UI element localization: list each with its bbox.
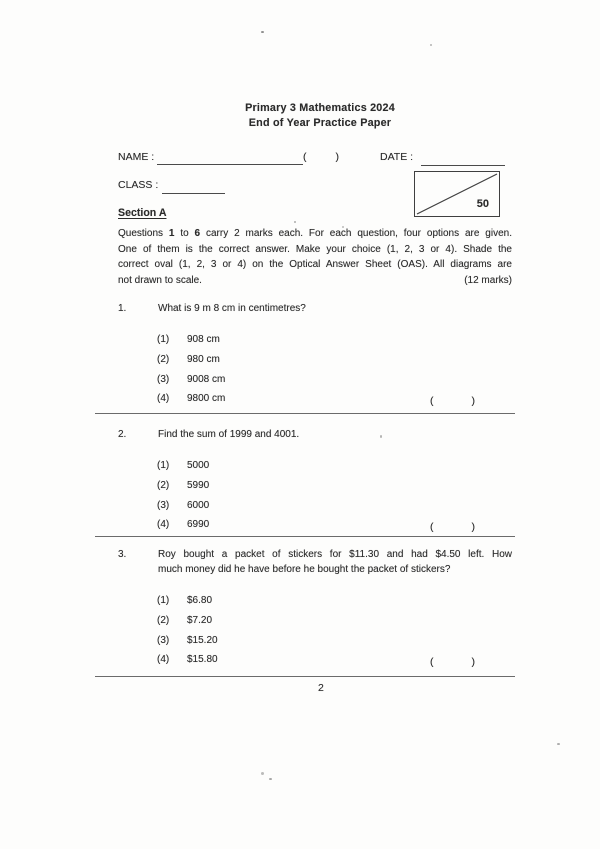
- scan-speck: [430, 44, 432, 46]
- register-number-brackets: [303, 151, 339, 163]
- date-blank-line: [421, 152, 505, 166]
- name-label: NAME :: [118, 151, 155, 163]
- option-row: (4) 6990: [157, 519, 210, 531]
- scan-speck: [294, 221, 296, 223]
- answer-bracket: ( ): [430, 395, 475, 408]
- question-1-number: 1.: [118, 303, 127, 314]
- title-line-2: End of Year Practice Paper: [248, 116, 392, 129]
- score-box: [414, 171, 500, 217]
- instruction-line-2: One of them is the correct answer. Make your choice (1, 2, 3 or 4). Shade the: [118, 243, 512, 255]
- answer-bracket: ( ): [430, 656, 475, 669]
- question-2: [0, 427, 600, 537]
- option-row: (1) 5000: [157, 460, 210, 471]
- option-row: (1) 908 cm: [157, 334, 220, 345]
- option-row: (4) $15.80: [157, 654, 218, 666]
- option-row: (3) $15.20: [157, 634, 218, 646]
- question-1-options: [157, 332, 512, 411]
- paren-open: (: [303, 151, 307, 163]
- question-divider: [95, 536, 515, 537]
- option-row: (2) 5990: [157, 479, 210, 491]
- score-total: 50: [476, 198, 489, 210]
- option-row: (4) 9800 cm: [157, 393, 226, 405]
- option-row: (2) $7.20: [157, 614, 213, 626]
- scan-speck: [261, 772, 264, 775]
- instruction-line-1: Questions 1 to 6 carry 2 marks each. For each question, four options are given.: [118, 228, 512, 239]
- scan-speck: [269, 778, 272, 780]
- question-3-number: 3.: [118, 549, 127, 560]
- question-1-text: What is 9 m 8 cm in centimetres?: [158, 303, 306, 314]
- question-1: [0, 301, 600, 411]
- instruction-line-3: correct oval (1, 2, 3 or 4) on the Optical Answer Sheet (OAS). All diagrams are: [118, 259, 512, 270]
- option-row: (3) 9008 cm: [157, 373, 226, 385]
- section-a-instructions: [118, 226, 512, 288]
- instruction-line-4: not drawn to scale. (12 marks): [118, 273, 512, 289]
- answer-bracket: ( ): [430, 521, 475, 534]
- page-title: [40, 101, 600, 130]
- question-2-number: 2.: [118, 429, 127, 440]
- option-row: (3) 6000: [157, 499, 210, 511]
- option-row: (2) 980 cm: [157, 353, 220, 365]
- name-blank-line: [157, 151, 303, 165]
- date-label: DATE :: [380, 151, 414, 163]
- question-3: [0, 547, 600, 672]
- scan-speck: [261, 31, 264, 33]
- question-3-options: [157, 593, 512, 672]
- question-3-text: Roy bought a packet of stickers for $11.30 and had $4.50 left. How much money did he have before he bought the packet of stickers?: [158, 549, 512, 575]
- section-a-heading: Section A: [118, 207, 167, 219]
- class-label: CLASS :: [118, 179, 159, 191]
- question-2-text: Find the sum of 1999 and 4001.: [158, 429, 300, 440]
- section-marks-label: (12 marks): [464, 274, 512, 286]
- scan-speck: [380, 435, 382, 438]
- question-divider: [95, 676, 515, 677]
- question-2-options: [157, 458, 512, 537]
- scan-speck: [342, 226, 344, 228]
- class-blank-line: [162, 180, 225, 194]
- page-number: 2: [318, 682, 324, 694]
- option-row: (1) $6.80: [157, 595, 213, 606]
- scan-speck: [557, 743, 560, 745]
- title-line-1: Primary 3 Mathematics 2024: [245, 102, 395, 114]
- question-divider: [95, 413, 515, 414]
- paren-close: ): [335, 151, 339, 163]
